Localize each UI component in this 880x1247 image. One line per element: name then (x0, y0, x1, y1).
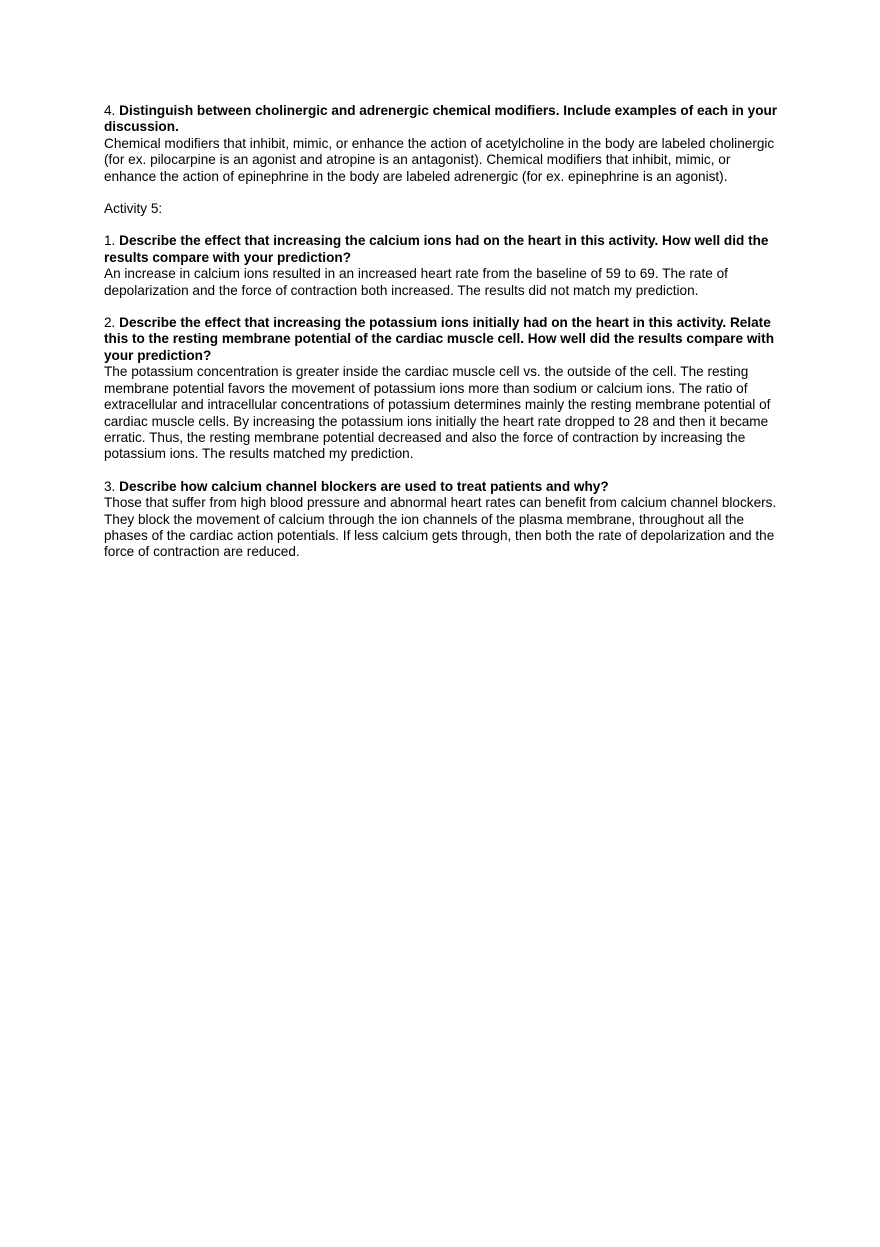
question-text: Distinguish between cholinergic and adrenergic chemical modifiers. Include examples of each in your discussion. (104, 103, 778, 135)
document-page (104, 103, 784, 561)
question-heading (104, 233, 784, 266)
question-block-4 (104, 103, 784, 185)
answer-text: Those that suffer from high blood pressure and abnormal heart rates can benefit from calcium channel blockers. They block the movement of calcium through the ion channels of the plasma membrane, throughout all the phases of the cardiac action potentials. If less calcium gets through, then both the rate of depolarization and the force of contraction are reduced. (104, 495, 777, 560)
question-heading (104, 103, 784, 136)
answer-text: Chemical modifiers that inhibit, mimic, or enhance the action of acetylcholine in the body are labeled cholinergic (for ex. pilocarpine is an agonist and atropine is an antagonist). Chemical modifiers that inhibit, mimic, or enhance the action of epinephrine in the body are labeled adrenergic (for ex. epinephrine is an agonist). (104, 135, 775, 184)
question-number: 3. (104, 478, 116, 494)
activity-question-block-3 (104, 479, 784, 561)
question-heading (104, 315, 784, 364)
activity-question-block-2 (104, 315, 784, 463)
question-heading (104, 479, 784, 495)
question-text: Describe the effect that increasing the calcium ions had on the heart in this activity. How well did the results compare with your prediction? (104, 233, 769, 265)
answer-text: An increase in calcium ions resulted in an increased heart rate from the baseline of 59 to 69. The rate of depolarization and the force of contraction both increased. The results did not match my prediction. (104, 266, 728, 298)
question-number: 4. (104, 103, 116, 118)
question-number: 2. (104, 315, 116, 331)
question-number: 1. (104, 233, 116, 249)
activity-heading: Activity 5: (104, 201, 163, 217)
activity-question-block-1 (104, 233, 784, 299)
answer-text: The potassium concentration is greater inside the cardiac muscle cell vs. the outside of the cell. The resting membrane potential favors the movement of potassium ions more than sodium or calcium ions. The ratio of extracellular and intracellular concentrations of potassium determines mainly the resting membrane potential of cardiac muscle cells. By increasing the potassium ions initially the heart rate dropped to 28 and then it became erratic. Thus, the resting membrane potential decreased and also the force of contraction by increasing the potassium ions. The results matched my prediction. (104, 364, 771, 462)
question-text: Describe how calcium channel blockers are used to treat patients and why? (119, 478, 609, 494)
question-text: Describe the effect that increasing the potassium ions initially had on the heart in this activity. Relate this to the resting membrane potential of the cardiac muscle cell. How well did the results compare with your prediction? (104, 315, 775, 363)
